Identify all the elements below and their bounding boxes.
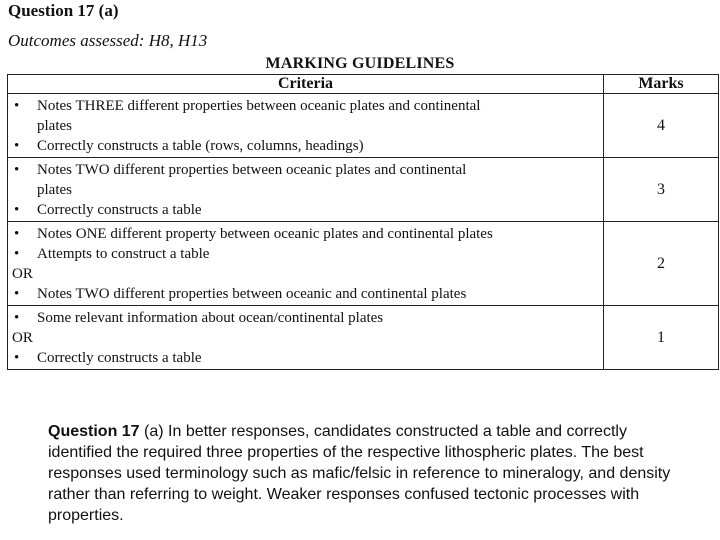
criterion-bullet	[12, 224, 599, 244]
criterion-text: Correctly constructs a table (rows, columns, headings)	[37, 138, 364, 154]
marks-header: Marks	[604, 75, 719, 94]
bullet-icon: •	[14, 162, 20, 178]
marks-cell: 3	[604, 158, 719, 222]
criterion-bullet	[12, 308, 599, 328]
criterion-bullet	[12, 160, 599, 180]
criterion-continuation: plates	[37, 118, 72, 134]
criteria-cell	[8, 158, 604, 222]
criterion-text: Attempts to construct a table	[37, 246, 210, 262]
criterion-continuation: plates	[37, 182, 72, 198]
criteria-cell	[8, 306, 604, 370]
table-row	[8, 94, 719, 158]
marker-commentary	[48, 421, 688, 526]
marks-cell: 4	[604, 94, 719, 158]
marking-guidelines-heading: MARKING GUIDELINES	[265, 55, 455, 72]
criterion-bullet	[12, 284, 599, 304]
table-row	[8, 222, 719, 306]
criteria-cell	[8, 94, 604, 158]
criterion-text: Correctly constructs a table	[37, 202, 202, 218]
criteria-cell	[8, 222, 604, 306]
criterion-text: Notes TWO different properties between oceanic and continental plates	[37, 286, 467, 302]
criterion-bullet	[12, 96, 599, 116]
criterion-text: Notes ONE different property between oceanic plates and continental plates	[37, 226, 493, 242]
criterion-text: Correctly constructs a table	[37, 350, 202, 366]
criterion-text: Notes TWO different properties between oceanic plates and continental	[37, 162, 467, 178]
criterion-text: Some relevant information about ocean/continental plates	[37, 310, 384, 326]
criteria-rows	[8, 94, 719, 370]
table-row	[8, 306, 719, 370]
table-row	[8, 158, 719, 222]
bullet-icon: •	[14, 310, 20, 326]
bullet-icon: •	[14, 202, 20, 218]
or-separator: OR	[12, 330, 33, 346]
criterion-bullet	[12, 348, 599, 368]
question-title: Question 17 (a)	[8, 1, 119, 20]
bullet-icon: •	[14, 246, 20, 262]
marks-cell: 2	[604, 222, 719, 306]
criterion-bullet	[12, 136, 599, 156]
criterion-text: Notes THREE different properties between oceanic plates and continental	[37, 98, 481, 114]
bullet-icon: •	[14, 226, 20, 242]
commentary-text: (a) In better responses, candidates constructed a table and correctly identified the required three properties of the respective lithospheric plates. The best responses used terminology such as mafic/felsic in reference to mineralogy, and density rather than referring to weight. Weaker responses confused tectonic processes with properties.	[48, 423, 671, 524]
outcomes-assessed: Outcomes assessed: H8, H13	[8, 31, 208, 50]
criterion-bullet	[12, 200, 599, 220]
table-header-row	[8, 75, 719, 94]
or-separator: OR	[12, 266, 33, 282]
bullet-icon: •	[14, 138, 20, 154]
bullet-icon: •	[14, 286, 20, 302]
marks-cell: 1	[604, 306, 719, 370]
marking-guidelines-table	[7, 74, 719, 370]
criteria-header: Criteria	[8, 75, 604, 94]
criterion-bullet	[12, 244, 599, 264]
commentary-question-ref: Question 17	[48, 423, 140, 440]
bullet-icon: •	[14, 98, 20, 114]
bullet-icon: •	[14, 350, 20, 366]
